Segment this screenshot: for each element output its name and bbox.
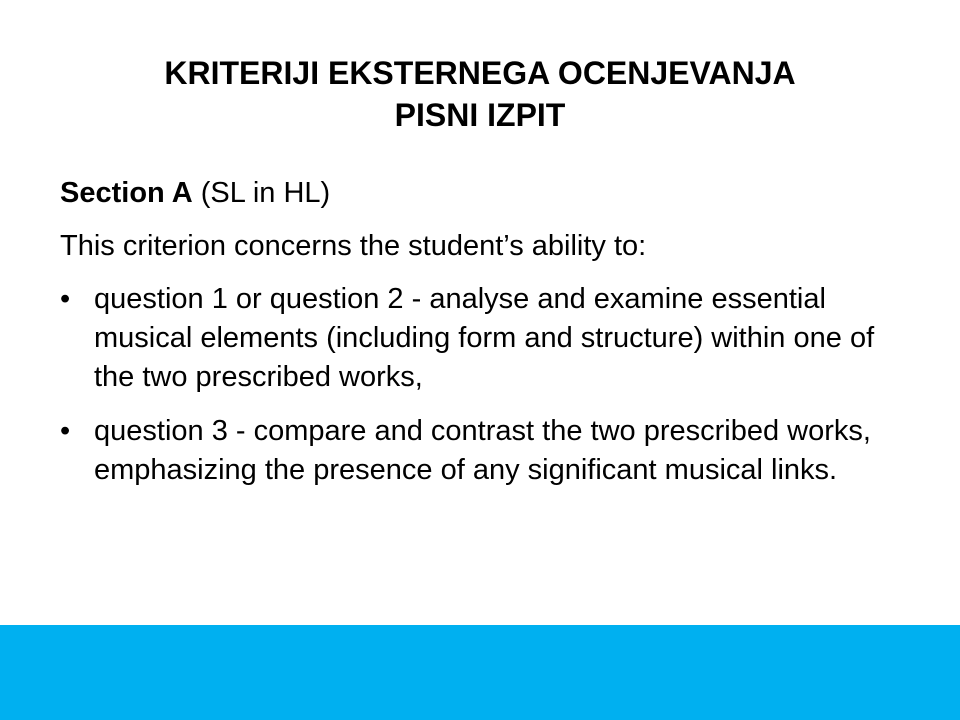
bullet-item-2 <box>60 412 900 490</box>
bullet-text-1: question 1 or question 2 - analyse and examine essential musical elements (including form and structure) within one of the two prescribed works, <box>94 283 875 393</box>
title-line-2: PISNI IZPIT <box>394 97 566 133</box>
bullet-icon: • <box>60 283 71 315</box>
bullet-text-2: question 3 - compare and contrast the two prescribed works, emphasizing the presence of any significant musical links. <box>94 415 871 486</box>
title-line-1: KRITERIJI EKSTERNEGA OCENJEVANJA <box>164 55 796 91</box>
section-label: Section A <box>60 177 193 209</box>
intro-text: This criterion concerns the student’s ability to: <box>60 230 647 262</box>
bullet-icon: • <box>60 415 71 447</box>
section-heading <box>60 174 900 213</box>
footer-band <box>0 625 960 720</box>
bullet-list <box>60 280 900 490</box>
slide-body <box>60 174 900 505</box>
bullet-item-1 <box>60 280 900 397</box>
section-suffix: (SL in HL) <box>192 177 331 209</box>
slide-title <box>0 52 960 136</box>
